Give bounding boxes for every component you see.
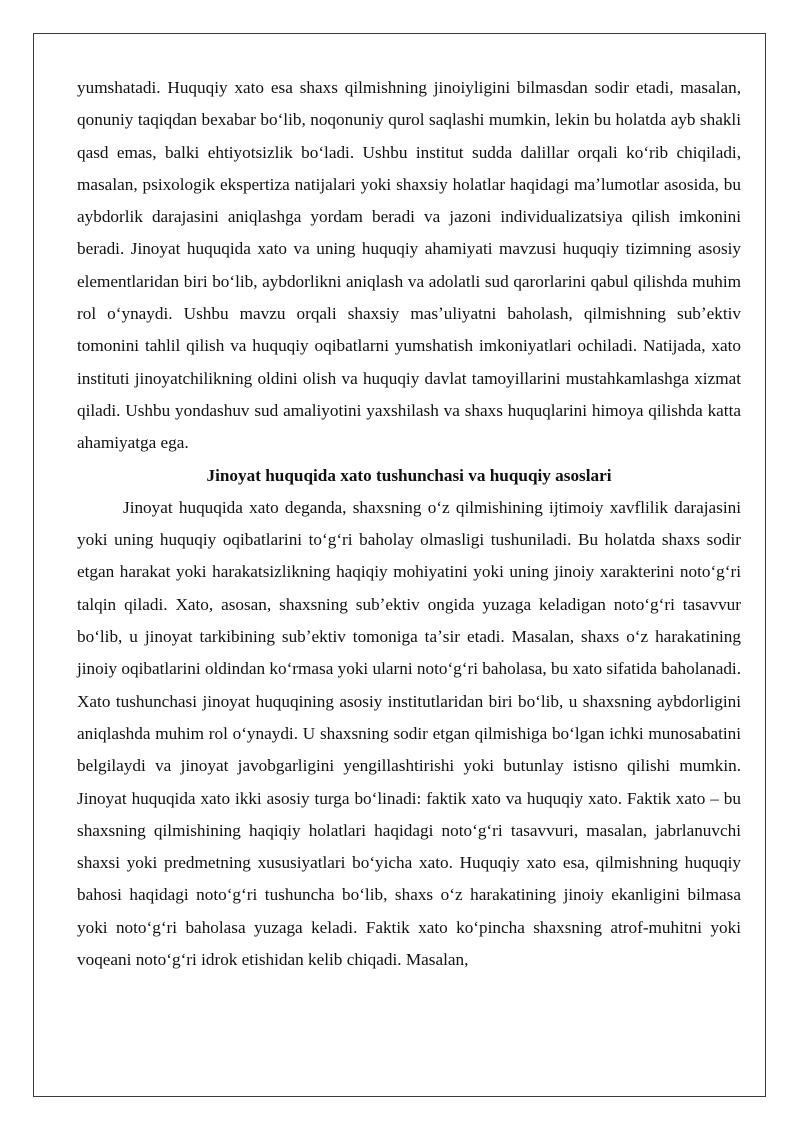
paragraph-main: Jinoyat huquqida xato deganda, shaxsning oʻz qilmishining ijtimoiy xavflilik darajasini yoki uning huquqiy oqibatlarini toʻgʻri baholay olmasligi tushuniladi. Bu holatda shaxs sodir etgan harakat yoki harakatsizlikning haqiqiy mohiyatini yoki uning jinoiy xarakterini notoʻgʻri talqin qiladi. Xato, asosan, shaxsning subʼektiv ongida yuzaga keladigan notoʻgʻri tasavvur boʻlib, u jinoyat tarkibining subʼektiv tomoniga taʼsir etadi. Masalan, shaxs oʻz harakatining jinoiy oqibatlarini oldindan koʻrmasa yoki ularni notoʻgʻri baholasa, bu xato sifatida baholanadi. Xato tushunchasi jinoyat huquqining asosiy institutlaridan biri boʻlib, u shaxsning aybdorligini aniqlashda muhim rol oʻynaydi. U shaxsning sodir etgan qilmishiga boʻlgan ichki munosabatini belgilaydi va jinoyat javobgarligini yengillashtirishi yoki butunlay istisno qilishi mumkin. Jinoyat huquqida xato ikki asosiy turga boʻlinadi: faktik xato va huquqiy xato. Faktik xato – bu shaxsning qilmishining haqiqiy holatlari haqidagi notoʻgʻri tasavvuri, masalan, jabrlanuvchi shaxsi yoki predmetning xususiyatlari boʻyicha xato. Huquqiy xato esa, qilmishning huquqiy bahosi haqidagi notoʻgʻri tushuncha boʻlib, shaxs oʻz harakatining jinoiy ekanligini bilmasa yoki notoʻgʻri baholasa yuzaga keladi. Faktik xato koʻpincha shaxsning atrof-muhitni yoki voqeani notoʻgʻri idrok etishidan kelib chiqadi. Masalan,	[77, 497, 741, 970]
paragraph-continuation: yumshatadi. Huquqiy xato esa shaxs qilmishning jinoiyligini bilmasdan sodir etadi, masalan, qonuniy taqiqdan bexabar boʻlib, noqonuniy qurol saqlashi mumkin, lekin bu holatda ayb shakli qasd emas, balki ehtiyotsizlik boʻladi. Ushbu institut sudda dalillar orqali koʻrib chiqiladi, masalan, psixologik ekspertiza natijalari yoki shaxsiy holatlar haqidagi maʼlumotlar asosida, bu aybdorlik darajasini aniqlashga yordam beradi va jazoni individualizatsiya qilish imkonini beradi. Jinoyat huquqida xato va uning huquqiy ahamiyati mavzusi huquqiy tizimning asosiy elementlaridan biri boʻlib, aybdorlikni aniqlash va adolatli sud qarorlarini qabul qilishda muhim rol oʻynaydi. Ushbu mavzu orqali shaxsiy masʼuliyatni baholash, qilmishning subʼektiv tomonini tahlil qilish va huquqiy oqibatlarni yumshatish imkoniyatlari ochiladi. Natijada, xato instituti jinoyatchilikning oldini olish va huquqiy davlat tamoyillarini mustahkamlashga xizmat qiladi. Ushbu yondashuv sud amaliyotini yaxshilash va shaxs huquqlarini himoya qilishda katta ahamiyatga ega.	[77, 78, 741, 453]
section-heading: Jinoyat huquqida xato tushunchasi va huquqiy asoslari	[206, 465, 612, 485]
document-body	[77, 72, 741, 976]
